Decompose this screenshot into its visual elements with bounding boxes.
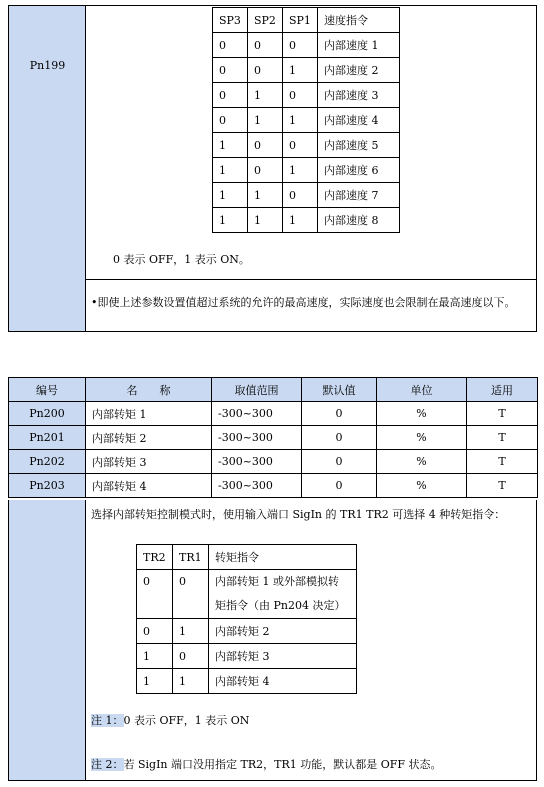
cell: 0	[283, 83, 318, 108]
cell: 内部速度 2	[318, 58, 400, 83]
cell: 1	[248, 183, 283, 208]
header-range: 取值范围	[212, 378, 302, 402]
cell: 内部转矩 2	[209, 619, 357, 644]
param-number: Pn201	[9, 426, 86, 450]
note-2-prefix: 注 2：	[91, 758, 124, 771]
cell: 0	[213, 33, 248, 58]
cell: 0	[213, 58, 248, 83]
param-name: 内部转矩 1	[86, 402, 212, 426]
cell: 1	[137, 644, 173, 669]
param-name: 内部转矩 4	[86, 474, 212, 498]
header-torque-command: 转矩指令	[209, 545, 357, 570]
param-name: 内部转矩 2	[86, 426, 212, 450]
param-name: 内部转矩 3	[86, 450, 212, 474]
table-row	[9, 450, 538, 474]
table-row	[9, 426, 538, 450]
table-row	[213, 83, 400, 108]
param-number: Pn203	[9, 474, 86, 498]
header-sp3: SP3	[213, 8, 248, 33]
header-name: 名 称	[86, 378, 212, 402]
param-number: Pn202	[9, 450, 86, 474]
table-row	[213, 58, 400, 83]
param-number: Pn200	[9, 402, 86, 426]
param-range: -300~300	[212, 474, 302, 498]
speed-command-table	[212, 7, 400, 233]
cell: 1	[283, 158, 318, 183]
param-default: 0	[302, 402, 377, 426]
pn199-section	[8, 5, 537, 332]
param-default: 0	[302, 450, 377, 474]
param-unit: %	[377, 450, 467, 474]
param-applicable: T	[467, 450, 538, 474]
note-2	[91, 756, 442, 772]
cell	[209, 570, 357, 619]
cell: 0	[137, 619, 173, 644]
torque-command-table	[136, 544, 357, 694]
cell: 1	[213, 208, 248, 233]
cell: 1	[283, 108, 318, 133]
param-unit: %	[377, 474, 467, 498]
table-header-row	[9, 378, 538, 402]
cell: 内部速度 4	[318, 108, 400, 133]
note-1	[91, 712, 249, 728]
cell: 1	[248, 108, 283, 133]
table-row	[137, 570, 357, 619]
table-row	[213, 33, 400, 58]
cell: 0	[248, 58, 283, 83]
max-speed-note: •即使上述参数设置值超过系统的允许的最高速度，实际速度也会限制在最高速度以下。	[91, 296, 516, 309]
cell-line: 内部转矩 1 或外部模拟转	[215, 575, 339, 588]
torque-description-section	[8, 500, 537, 781]
cell: 1	[248, 208, 283, 233]
header-number: 编号	[9, 378, 86, 402]
table-row	[9, 474, 538, 498]
table-header-row	[137, 545, 357, 570]
header-tr1: TR1	[173, 545, 209, 570]
cell: 1	[283, 58, 318, 83]
table-row	[9, 402, 538, 426]
cell: 0	[213, 83, 248, 108]
cell: 内部速度 5	[318, 133, 400, 158]
cell: 1	[213, 158, 248, 183]
cell: 1	[283, 208, 318, 233]
pn199-label-cell	[9, 6, 86, 331]
cell: 1	[173, 669, 209, 694]
header-default: 默认值	[302, 378, 377, 402]
internal-torque-parameter-table	[8, 377, 538, 498]
note-2-text: 若 SigIn 端口没用指定 TR2，TR1 功能，默认都是 OFF 状态。	[123, 758, 442, 771]
torque-label-cell	[9, 500, 86, 780]
cell: 1	[213, 183, 248, 208]
table-row	[213, 108, 400, 133]
divider	[86, 279, 536, 280]
cell: 1	[137, 669, 173, 694]
note-1-prefix: 注 1：	[91, 714, 124, 727]
cell: 内部速度 3	[318, 83, 400, 108]
note-1-text: 0 表示 OFF，1 表示 ON	[123, 714, 250, 727]
cell: 0	[283, 183, 318, 208]
table-header-row	[213, 8, 400, 33]
cell: 内部速度 1	[318, 33, 400, 58]
cell: 1	[213, 133, 248, 158]
header-sp1: SP1	[283, 8, 318, 33]
table-row	[213, 208, 400, 233]
cell: 内部速度 8	[318, 208, 400, 233]
cell: 0	[173, 644, 209, 669]
header-speed-command: 速度指令	[318, 8, 400, 33]
header-applicable: 适用	[467, 378, 538, 402]
cell: 1	[173, 619, 209, 644]
torque-description: 选择内部转矩控制模式时，使用输入端口 SigIn 的 TR1 TR2 可选择 4 种转矩指令：	[91, 508, 506, 521]
table-row	[213, 158, 400, 183]
cell: 内部转矩 4	[209, 669, 357, 694]
param-default: 0	[302, 426, 377, 450]
cell: 0	[137, 570, 173, 619]
cell: 0	[248, 158, 283, 183]
param-default: 0	[302, 474, 377, 498]
table-row	[137, 644, 357, 669]
param-unit: %	[377, 426, 467, 450]
header-tr2: TR2	[137, 545, 173, 570]
cell: 0	[213, 108, 248, 133]
cell-line: 矩指令（由 Pn204 决定）	[215, 599, 346, 612]
param-range: -300~300	[212, 450, 302, 474]
cell: 0	[173, 570, 209, 619]
table-row	[213, 133, 400, 158]
param-unit: %	[377, 402, 467, 426]
param-applicable: T	[467, 426, 538, 450]
param-applicable: T	[467, 474, 538, 498]
param-range: -300~300	[212, 426, 302, 450]
cell: 内部速度 6	[318, 158, 400, 183]
table-row	[137, 669, 357, 694]
on-off-note: 0 表示 OFF，1 表示 ON。	[113, 253, 250, 266]
cell: 内部转矩 3	[209, 644, 357, 669]
cell: 0	[248, 33, 283, 58]
table-row	[213, 183, 400, 208]
param-applicable: T	[467, 402, 538, 426]
cell: 内部速度 7	[318, 183, 400, 208]
header-unit: 单位	[377, 378, 467, 402]
cell: 0	[283, 133, 318, 158]
header-sp2: SP2	[248, 8, 283, 33]
cell: 1	[248, 83, 283, 108]
table-row	[137, 619, 357, 644]
param-range: -300~300	[212, 402, 302, 426]
cell: 0	[283, 33, 318, 58]
cell: 0	[248, 133, 283, 158]
pn199-label: Pn199	[29, 59, 66, 72]
